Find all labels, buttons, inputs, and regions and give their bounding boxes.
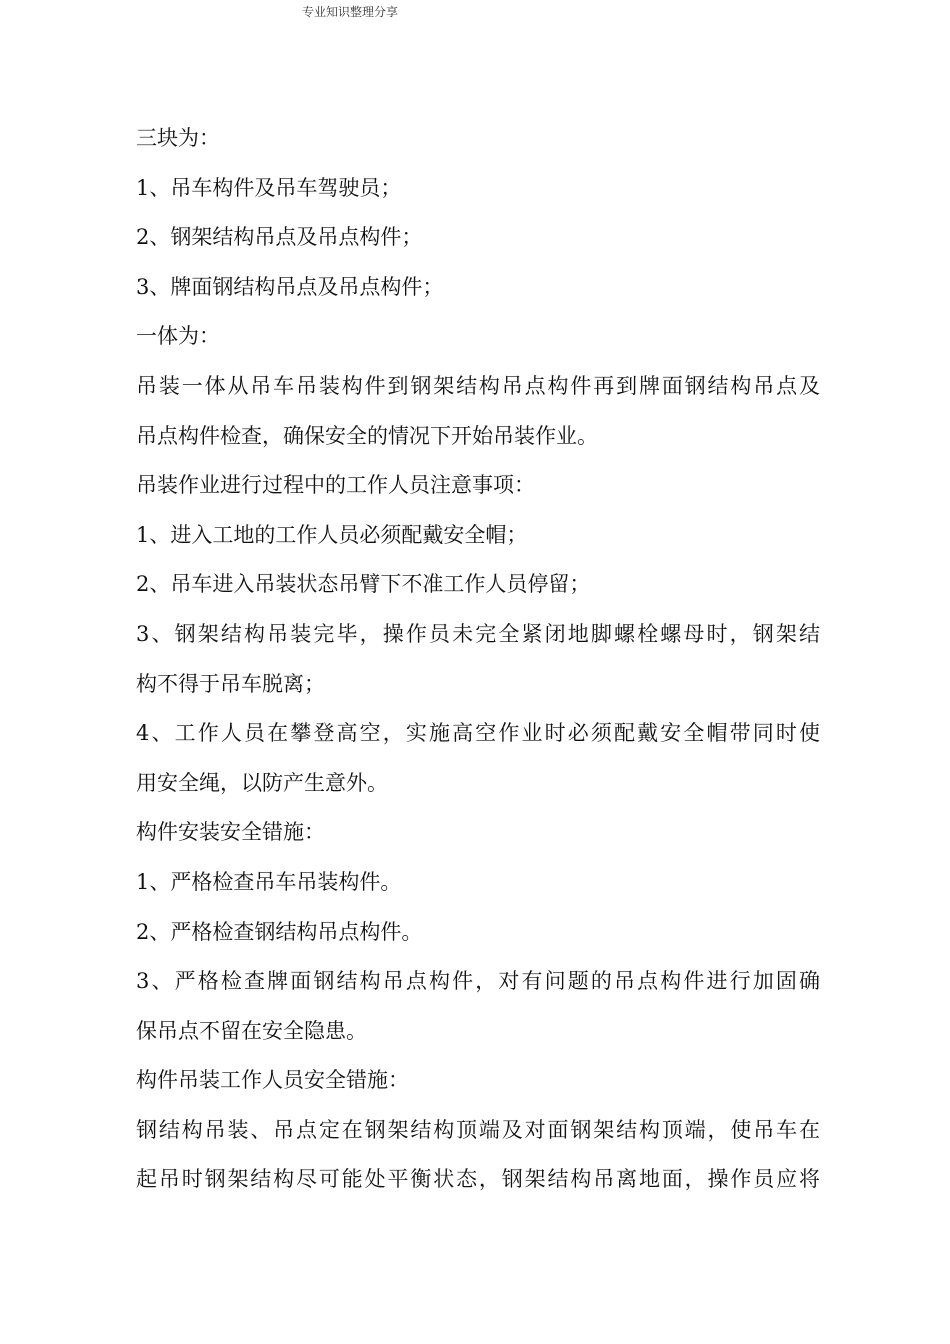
list-item: 2、严格检查钢结构吊点构件。: [136, 919, 423, 944]
paragraph-line: 起吊时钢架结构尽可能处平衡状态，钢架结构吊离地面，操作员应将: [136, 1167, 820, 1192]
paragraph-line: 钢结构吊装、吊点定在钢架结构顶端及对面钢架结构顶端，使吊车在: [136, 1117, 820, 1142]
section-heading-three-parts: 三块为：: [136, 126, 220, 150]
list-item: 3、严格检查牌面钢结构吊点构件，对有问题的吊点构件进行加固确: [136, 969, 820, 994]
list-item: 3、钢架结构吊装完毕，操作员未完全紧闭地脚螺栓螺母时，钢架结: [136, 621, 820, 646]
list-item: 4、工作人员在攀登高空，实施高空作业时必须配戴安全帽带同时使: [136, 721, 820, 746]
list-item-continuation: 保吊点不留在安全隐患。: [136, 1018, 367, 1043]
paragraph-line: 吊点构件检查，确保安全的情况下开始吊装作业。: [136, 423, 598, 448]
list-item: 1、吊车构件及吊车驾驶员；: [136, 175, 402, 200]
list-item: 2、钢架结构吊点及吊点构件；: [136, 225, 423, 250]
list-item-continuation: 构不得于吊车脱离；: [136, 671, 325, 696]
paragraph-line: 吊装一体从吊车吊装构件到钢架结构吊点构件再到牌面钢结构吊点及: [136, 373, 820, 398]
section-heading-precautions: 吊装作业进行过程中的工作人员注意事项：: [136, 473, 535, 498]
list-item: 3、牌面钢结构吊点及吊点构件；: [136, 274, 444, 299]
page-header: 专业知识整理分享: [302, 5, 399, 19]
list-item: 2、吊车进入吊装状态吊臂下不准工作人员停留；: [136, 572, 591, 597]
list-item: 1、进入工地的工作人员必须配戴安全帽；: [136, 522, 528, 547]
list-item-continuation: 用安全绳，以防产生意外。: [136, 770, 388, 795]
section-heading-lifting-safety: 构件吊装工作人员安全错施：: [136, 1068, 409, 1093]
list-item: 1、严格检查吊车吊装构件。: [136, 869, 402, 894]
section-heading-one-body: 一体为：: [136, 324, 220, 349]
document-body: [136, 114, 820, 1205]
section-heading-installation-safety: 构件安装安全错施：: [136, 820, 325, 845]
